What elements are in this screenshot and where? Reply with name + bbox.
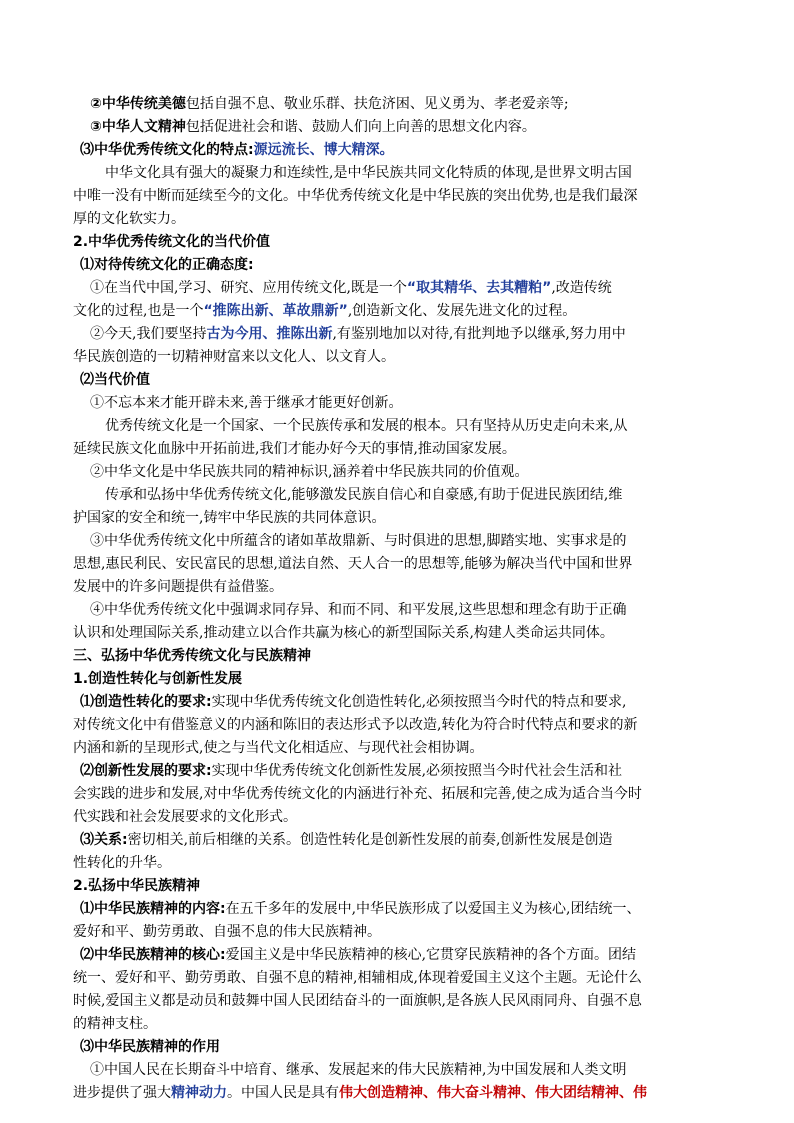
- body-text: 护国家的安全和统一,铸牢中华民族的共同体意识。: [73, 510, 386, 526]
- emphasis-text: ⑶关系:: [80, 832, 128, 848]
- body-text: ②今天,我们要坚持: [90, 326, 207, 342]
- text-line: [73, 576, 723, 598]
- text-line: [73, 346, 723, 368]
- body-text: ,改造传统: [551, 280, 612, 296]
- text-line: [73, 714, 723, 736]
- body-text: 思想,惠民利民、安民富民的思想,道法自然、天人合一的思想等,能够为解决当代中国和世界: [73, 556, 633, 572]
- body-text: 爱好和平、勤劳勇敢、自强不息的伟大民族精神。: [73, 924, 381, 940]
- text-line: [90, 392, 723, 414]
- emphasis-text: 精神动力: [171, 1085, 227, 1101]
- emphasis-text: “取其精华、去其糟粕”: [406, 280, 552, 296]
- text-line: [80, 944, 723, 966]
- emphasis-text: ⑵中华民族精神的核心:: [80, 947, 226, 963]
- emphasis-text: 古为今用、推陈出新: [206, 326, 333, 342]
- text-line: [80, 369, 723, 391]
- text-line: [73, 990, 723, 1012]
- body-text: 优秀传统文化是一个国家、一个民族传承和发展的根本。只有坚持从历史走向未来,从: [105, 418, 628, 434]
- body-text: 发展中的许多问题提供有益借鉴。: [73, 579, 283, 595]
- body-text: 进步提供了强大: [73, 1085, 171, 1101]
- text-line: [80, 691, 723, 713]
- text-line: [80, 139, 723, 161]
- text-line: [90, 277, 723, 299]
- emphasis-text: ⑴对待传统文化的正确态度:: [80, 257, 254, 273]
- text-line: [105, 162, 723, 184]
- body-text: 认识和处理国际关系,推动建立以合作共赢为核心的新型国际关系,构建人类命运共同体。: [73, 625, 614, 641]
- text-line: [73, 783, 723, 805]
- text-line: [73, 300, 723, 322]
- emphasis-text: ②中华传统美德: [90, 96, 186, 112]
- text-line: [80, 1036, 723, 1058]
- body-text: ①在当代中国,学习、研究、应用传统文化,既是一个: [90, 280, 407, 296]
- text-line: [80, 898, 723, 920]
- text-line: [80, 760, 723, 782]
- emphasis-text: ⑴中华民族精神的内容:: [80, 901, 226, 917]
- text-line: [90, 530, 723, 552]
- body-text: ①不忘本来才能开辟未来,善于继承才能更好创新。: [90, 395, 403, 411]
- body-text: 内涵和新的呈现形式,使之与当代文化相适应、与现代社会相协调。: [73, 740, 484, 756]
- body-text: ④中华优秀传统文化中强调求同存异、和而不同、和平发展,这些思想和理念有助于正确: [90, 602, 627, 618]
- body-text: 实现中华优秀传统文化创新性发展,必须按照当今时代社会生活和社: [211, 763, 623, 779]
- body-text: 在五千多年的发展中,中华民族形成了以爱国主义为核心,团结统一、: [225, 901, 641, 917]
- text-line: [73, 967, 723, 989]
- emphasis-text: “推陈出新、革故鼎新”: [203, 303, 348, 319]
- body-text: 中唯一没有中断而延续至今的文化。中华优秀传统文化是中华民族的突出优势,也是我们最深: [73, 188, 638, 204]
- body-text: 厚的文化软实力。: [73, 211, 185, 227]
- text-line: [73, 1013, 723, 1035]
- emphasis-text: ⑵当代价值: [80, 372, 150, 388]
- body-text: ③中华优秀传统文化中所蕴含的诸如革故鼎新、与时俱进的思想,脚踏实地、实事求是的: [90, 533, 627, 549]
- text-line: [90, 1059, 723, 1081]
- text-line: [80, 254, 723, 276]
- text-line: [90, 461, 723, 483]
- emphasis-text: ⑵创新性发展的要求:: [80, 763, 212, 779]
- emphasis-text: 2.中华优秀传统文化的当代价值: [73, 234, 271, 250]
- emphasis-text: 2.弘扬中华民族精神: [73, 878, 201, 894]
- body-text: 延续民族文化血脉中开拓前进,我们才能办好今天的事情,推动国家发展。: [73, 441, 516, 457]
- body-text: ,创造新文化、发展先进文化的过程。: [347, 303, 577, 319]
- text-line: [73, 208, 723, 230]
- body-text: 代实践和社会发展要求的文化形式。: [73, 809, 297, 825]
- body-text: 对传统文化中有借鉴意义的内涵和陈旧的表达形式予以改造,转化为符合时代特点和要求的新: [73, 717, 638, 733]
- text-line: [73, 645, 723, 667]
- text-line: [73, 737, 723, 759]
- emphasis-text: 伟大创造精神、伟大奋斗精神、伟大团结精神、伟: [339, 1085, 647, 1101]
- emphasis-text: ⑴创造性转化的要求:: [80, 694, 212, 710]
- text-line: [105, 484, 723, 506]
- body-text: 实现中华优秀传统文化创造性转化,必须按照当今时代的特点和要求,: [211, 694, 627, 710]
- text-line: [105, 415, 723, 437]
- text-line: [73, 921, 723, 943]
- emphasis-text: ⑶中华民族精神的作用: [80, 1039, 220, 1055]
- text-line: [90, 93, 723, 115]
- body-text: 会实践的进步和发展,对中华优秀传统文化的内涵进行补充、拓展和完善,使之成为适合当今时: [73, 786, 642, 802]
- text-line: [73, 231, 723, 253]
- body-text: 华民族创造的一切精神财富来以文化人、以文育人。: [73, 349, 395, 365]
- emphasis-text: 1.创造性转化与创新性发展: [73, 671, 243, 687]
- emphasis-text: ③中华人文精神: [90, 119, 186, 135]
- text-line: [73, 875, 723, 897]
- body-text: ②中华文化是中华民族共同的精神标识,涵养着中华民族共同的价值观。: [90, 464, 529, 480]
- body-text: ①中国人民在长期奋斗中培育、继承、发展起来的伟大民族精神,为中国发展和人类文明: [90, 1062, 627, 1078]
- body-text: 包括促进社会和谐、鼓励人们向上向善的思想文化内容。: [185, 119, 536, 135]
- text-line: [90, 599, 723, 621]
- text-line: [73, 438, 723, 460]
- text-line: [73, 622, 723, 644]
- body-text: 统一、爱好和平、勤劳勇敢、自强不息的精神,相辅相成,体现着爱国主义这个主题。无论什么: [73, 970, 642, 986]
- text-line: [90, 323, 723, 345]
- text-line: [90, 116, 723, 138]
- body-text: 文化的过程,也是一个: [73, 303, 204, 319]
- text-line: [73, 185, 723, 207]
- text-line: [73, 1082, 723, 1104]
- text-line: [80, 829, 723, 851]
- body-text: 爱国主义是中华民族精神的核心,它贯穿民族精神的各个方面。团结: [225, 947, 637, 963]
- text-line: [73, 668, 723, 690]
- body-text: 的精神支柱。: [73, 1016, 157, 1032]
- body-text: 包括自强不息、敬业乐群、扶危济困、见义勇为、孝老爱亲等;: [185, 96, 569, 112]
- body-text: 密切相关,前后相继的关系。创造性转化是创新性发展的前奏,创新性发展是创造: [127, 832, 613, 848]
- body-text: ,有鉴别地加以对待,有批判地予以继承,努力用中: [332, 326, 626, 342]
- emphasis-text: 源远流长、博大精深。: [253, 142, 394, 158]
- text-line: [73, 806, 723, 828]
- text-line: [73, 507, 723, 529]
- text-line: [73, 852, 723, 874]
- body-text: 时候,爱国主义都是动员和鼓舞中国人民团结奋斗的一面旗帜,是各族人民风雨同舟、自强不息: [73, 993, 642, 1009]
- body-text: 传承和弘扬中华优秀传统文化,能够激发民族自信心和自豪感,有助于促进民族团结,维: [105, 487, 623, 503]
- body-text: 。中国人民是具有: [227, 1085, 339, 1101]
- body-text: 性转化的升华。: [73, 855, 171, 871]
- emphasis-text: ⑶中华优秀传统文化的特点:: [80, 142, 254, 158]
- emphasis-text: 三、弘扬中华优秀传统文化与民族精神: [73, 648, 311, 664]
- body-text: 中华文化具有强大的凝聚力和连续性,是中华民族共同文化特质的体现,是世界文明古国: [105, 165, 632, 181]
- text-line: [73, 553, 723, 575]
